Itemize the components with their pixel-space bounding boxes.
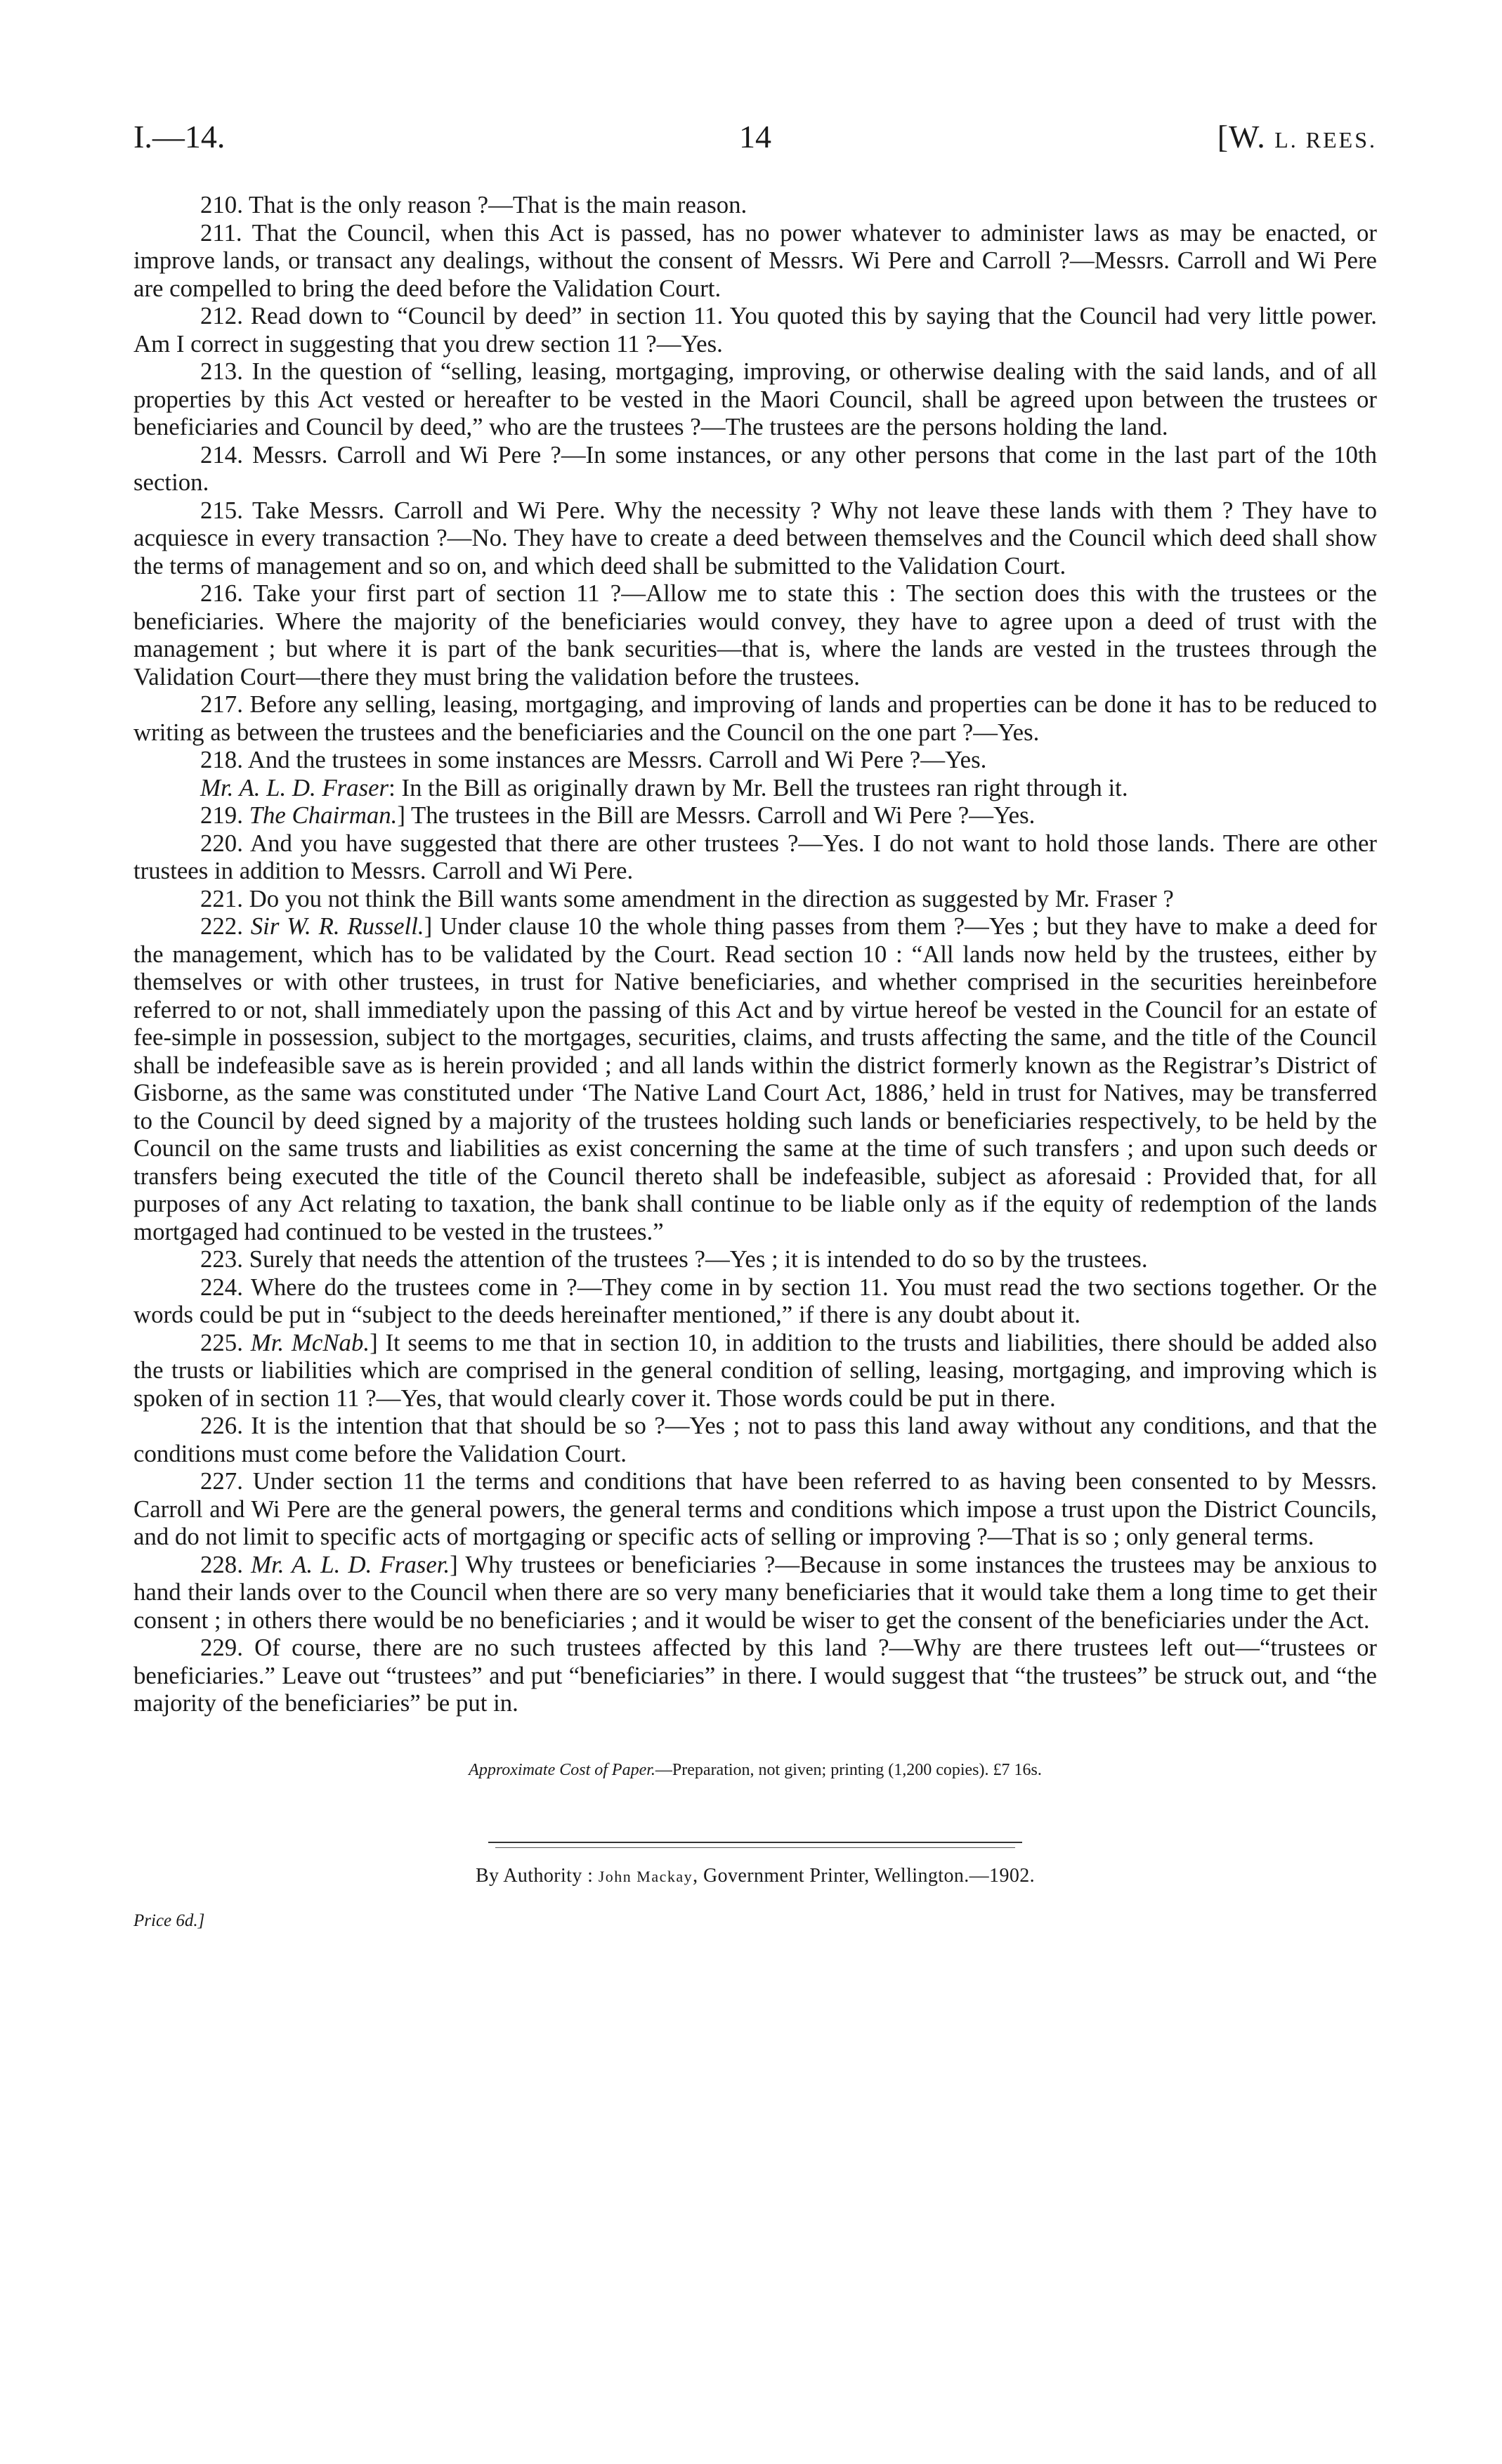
- question-number: 221.: [200, 884, 243, 912]
- cost-note: [133, 1761, 1377, 1780]
- question-number: 215.: [200, 496, 243, 524]
- question-number: 216.: [200, 579, 243, 607]
- question-paragraph: [133, 219, 1377, 303]
- question-number: 227.: [200, 1467, 243, 1495]
- question-number: 211.: [200, 218, 242, 247]
- paragraph-text: Take your first part of section 11 ?—Allow me to state this : The section does this with the trustees or the beneficiaries. Where the majority of the beneficiaries would convey, they have to agree upon a deed of trust with the management ; but where it is part of the bank securities—that is, where the lands are vested in the trustees through the Validation Court—there they must bring the validation before the trustees.: [133, 579, 1377, 690]
- paragraph-text: ] Why trustees or beneficiaries ?—Because in some instances the trustees may be anxious to hand their lands over to the Council when there are so very many beneficiaries that it would take them a long time to get their consent ; in others there would be no beneficiaries ; and it would be wiser to get the consent of the beneficiaries under the Act.: [133, 1550, 1378, 1634]
- evidence-text: [133, 191, 1377, 1717]
- divider: [495, 1847, 1015, 1848]
- question-paragraph: [133, 1467, 1377, 1551]
- paragraph-text: Under section 11 the terms and conditions that have been referred to as having been consented to by Messrs. Carroll and Wi Pere are the general powers, the general terms and conditions which impose a trust upon the District Councils, and do not limit to specific acts of mortgaging or specific acts of selling or improving ?—That is so ; only general terms.: [133, 1467, 1378, 1550]
- question-paragraph: [133, 1551, 1377, 1634]
- speaker-name: Mr. A. L. D. Fraser.: [251, 1550, 450, 1578]
- question-number: 214.: [200, 440, 243, 468]
- question-number: 212.: [200, 302, 243, 329]
- price: Price 6d.]: [133, 1911, 205, 1930]
- question-number: 224.: [200, 1273, 243, 1301]
- paragraph-text: ] The trustees in the Bill are Messrs. Carroll and Wi Pere ?—Yes.: [397, 801, 1036, 829]
- question-number: 229.: [200, 1634, 243, 1661]
- question-number: 210.: [200, 191, 243, 218]
- paragraph-text: It is the intention that that should be so ?—Yes ; not to pass this land away without any conditions, and that the conditions must come before the Validation Court.: [133, 1412, 1378, 1467]
- question-paragraph: [133, 441, 1377, 497]
- paragraph-text: That is the only reason ?—That is the main reason.: [248, 191, 747, 218]
- question-number: 220.: [200, 829, 243, 857]
- paragraph-text: That the Council, when this Act is passed, has no power whatever to administer laws as may be enacted, or improve lands, or transact any dealings, without the consent of Messrs. Wi Pere and Carroll ?—Messrs. Carroll and Wi Pere are compelled to bring the deed before the Validation Court.: [133, 218, 1377, 302]
- question-number: 222.: [200, 912, 243, 940]
- running-head: [133, 112, 1377, 162]
- question-paragraph: [133, 1245, 1377, 1273]
- question-paragraph: [133, 191, 1377, 219]
- question-paragraph: [133, 302, 1377, 358]
- paragraph-text: Before any selling, leasing, mortgaging, and improving of lands and properties can be done it has to be reduced to writing as between the trustees and the beneficiaries and the Council on the one part ?—Yes.: [133, 690, 1377, 746]
- question-paragraph: [133, 1412, 1377, 1467]
- paper-reference: I.—14.: [133, 119, 226, 155]
- question-paragraph: [133, 690, 1377, 746]
- paragraph-text: And you have suggested that there are other trustees ?—Yes. I do not want to hold those lands. There are other trustees in addition to Messrs. Carroll and Wi Pere.: [133, 829, 1377, 884]
- question-number: 223.: [200, 1245, 243, 1273]
- question-number: 218.: [200, 746, 243, 773]
- question-number: 226.: [200, 1412, 243, 1439]
- question-number: 225.: [200, 1328, 243, 1356]
- paragraph-text: Do you not think the Bill wants some amendment in the direction as suggested by Mr. Fraser ?: [249, 884, 1174, 912]
- paragraph-text: Of course, there are no such trustees affected by this land ?—Why are there trustees left out—“trustees or beneficiaries.” Leave out “trustees” and put “beneficiaries” in there. I would suggest that “the trustees” be struck out, and “the majority of the beneficiaries” be put in.: [133, 1634, 1377, 1717]
- paragraph-text: In the question of “selling, leasing, mortgaging, improving, or otherwise dealing with the said lands, and of all properties by this Act vested or hereafter to be vested in the Maori Council, shall be agreed upon between the trustees or beneficiaries and Council by deed,” who are the trustees ?—The trustees are the persons holding the land.: [133, 358, 1377, 440]
- question-paragraph: [133, 830, 1377, 885]
- question-paragraph: [133, 579, 1377, 690]
- paragraph-text: ] Under clause 10 the whole thing passes from them ?—Yes ; but they have to make a deed for the management, which has to be validated by the Court. Read section 10 : “All lands now held by the trustees, either by themselves or with other trustees, in trust for Native beneficiaries, and whether comprised in the securities hereinbefore referred to or not, shall immediately upon the passing of this Act and by virtue hereof be vested in the Council for an estate of fee-simple in possession, subject to the mortgages, securities, claims, and trusts affecting the same, and the title of the Council shall be indefeasible save as is herein provided ; and all lands within the district formerly known as the Registrar’s District of Gisborne, as the same was constituted under ‘The Native Land Court Act, 1886,’ held in trust for Natives, may be transferred to the Council by deed signed by a majority of the trustees holding such lands or beneficiaries respectively, to be held by the Council on the same trusts and liabilities as exist concerning the same at the time of such transfers ; and upon such deeds or transfers being executed the title of the Council thereto shall be indefeasible, subject as aforesaid : Provided that, for all purposes of any Act relating to taxation, the bank shall continue to be liable only as if the equity of redemption of the lands mortgaged had continued to be vested in the trustees.”: [133, 912, 1377, 1245]
- paragraph-text: ] It seems to me that in section 10, in addition to the trusts and liabilities, there should be added also the trusts or liabilities which are comprised in the general condition of selling, leasing, mortgaging, and improving which is spoken of in section 11 ?—Yes, that would clearly cover it. Those words could be put in there.: [133, 1328, 1377, 1412]
- question-paragraph: [133, 774, 1377, 802]
- speaker-name: Mr. McNab.: [250, 1328, 370, 1356]
- question-paragraph: [133, 885, 1377, 913]
- question-paragraph: [133, 358, 1377, 441]
- paragraph-text: : In the Bill as originally drawn by Mr. Bell the trustees ran right through it.: [388, 773, 1128, 801]
- question-paragraph: [133, 912, 1377, 1245]
- paragraph-text: Messrs. Carroll and Wi Pere ?—In some instances, or any other persons that come in the last part of the 10th section.: [133, 440, 1377, 496]
- paragraph-text: And the trustees in some instances are Messrs. Carroll and Wi Pere ?—Yes.: [247, 746, 987, 773]
- question-number: 217.: [200, 690, 243, 718]
- page-number: 14: [739, 119, 771, 155]
- paragraph-text: Surely that needs the attention of the trustees ?—Yes ; it is intended to do so by the trustees.: [249, 1245, 1148, 1273]
- imprint: By Authority : John Mackay, Government Printer, Wellington.—1902.: [475, 1864, 1036, 1887]
- paragraph-text: Take Messrs. Carroll and Wi Pere. Why the necessity ? Why not leave these lands with them ? They have to acquiesce in every transaction ?—No. They have to create a deed between themselves and the Council which deed shall show the terms of management and so on, and which deed shall be submitted to the Validation Court.: [133, 496, 1377, 579]
- printer-name: John Mackay: [598, 1867, 693, 1885]
- question-number: 213.: [200, 358, 243, 385]
- question-paragraph: [133, 746, 1377, 774]
- question-paragraph: [133, 497, 1377, 580]
- footer: [133, 1842, 1377, 1930]
- question-number: 219.: [200, 801, 243, 829]
- witness-name: [W. L. REES.: [1217, 119, 1377, 155]
- question-paragraph: [133, 1273, 1377, 1329]
- question-number: 228.: [200, 1550, 243, 1578]
- question-paragraph: [133, 801, 1377, 830]
- document-page: [133, 112, 1378, 1930]
- speaker-name: Sir W. R. Russell.: [250, 912, 424, 940]
- speaker-name: Mr. A. L. D. Fraser: [200, 773, 389, 801]
- paragraph-text: Where do the trustees come in ?—They come in by section 11. You must read the two sections together. Or the words could be put in “subject to the deeds hereinafter mentioned,” if there is any doubt about it.: [133, 1273, 1377, 1328]
- question-paragraph: [133, 1329, 1377, 1413]
- paragraph-text: Read down to “Council by deed” in section 11. You quoted this by saying that the Council had very little power. Am I correct in suggesting that you drew section 11 ?—Yes.: [133, 302, 1377, 358]
- cost-note-label: Approximate Cost of Paper.: [469, 1760, 655, 1779]
- question-paragraph: [133, 1634, 1377, 1717]
- cost-note-text: —Preparation, not given; printing (1,200 copies). £7 16s.: [655, 1760, 1042, 1779]
- speaker-name: The Chairman.: [249, 801, 398, 829]
- divider: [488, 1842, 1022, 1843]
